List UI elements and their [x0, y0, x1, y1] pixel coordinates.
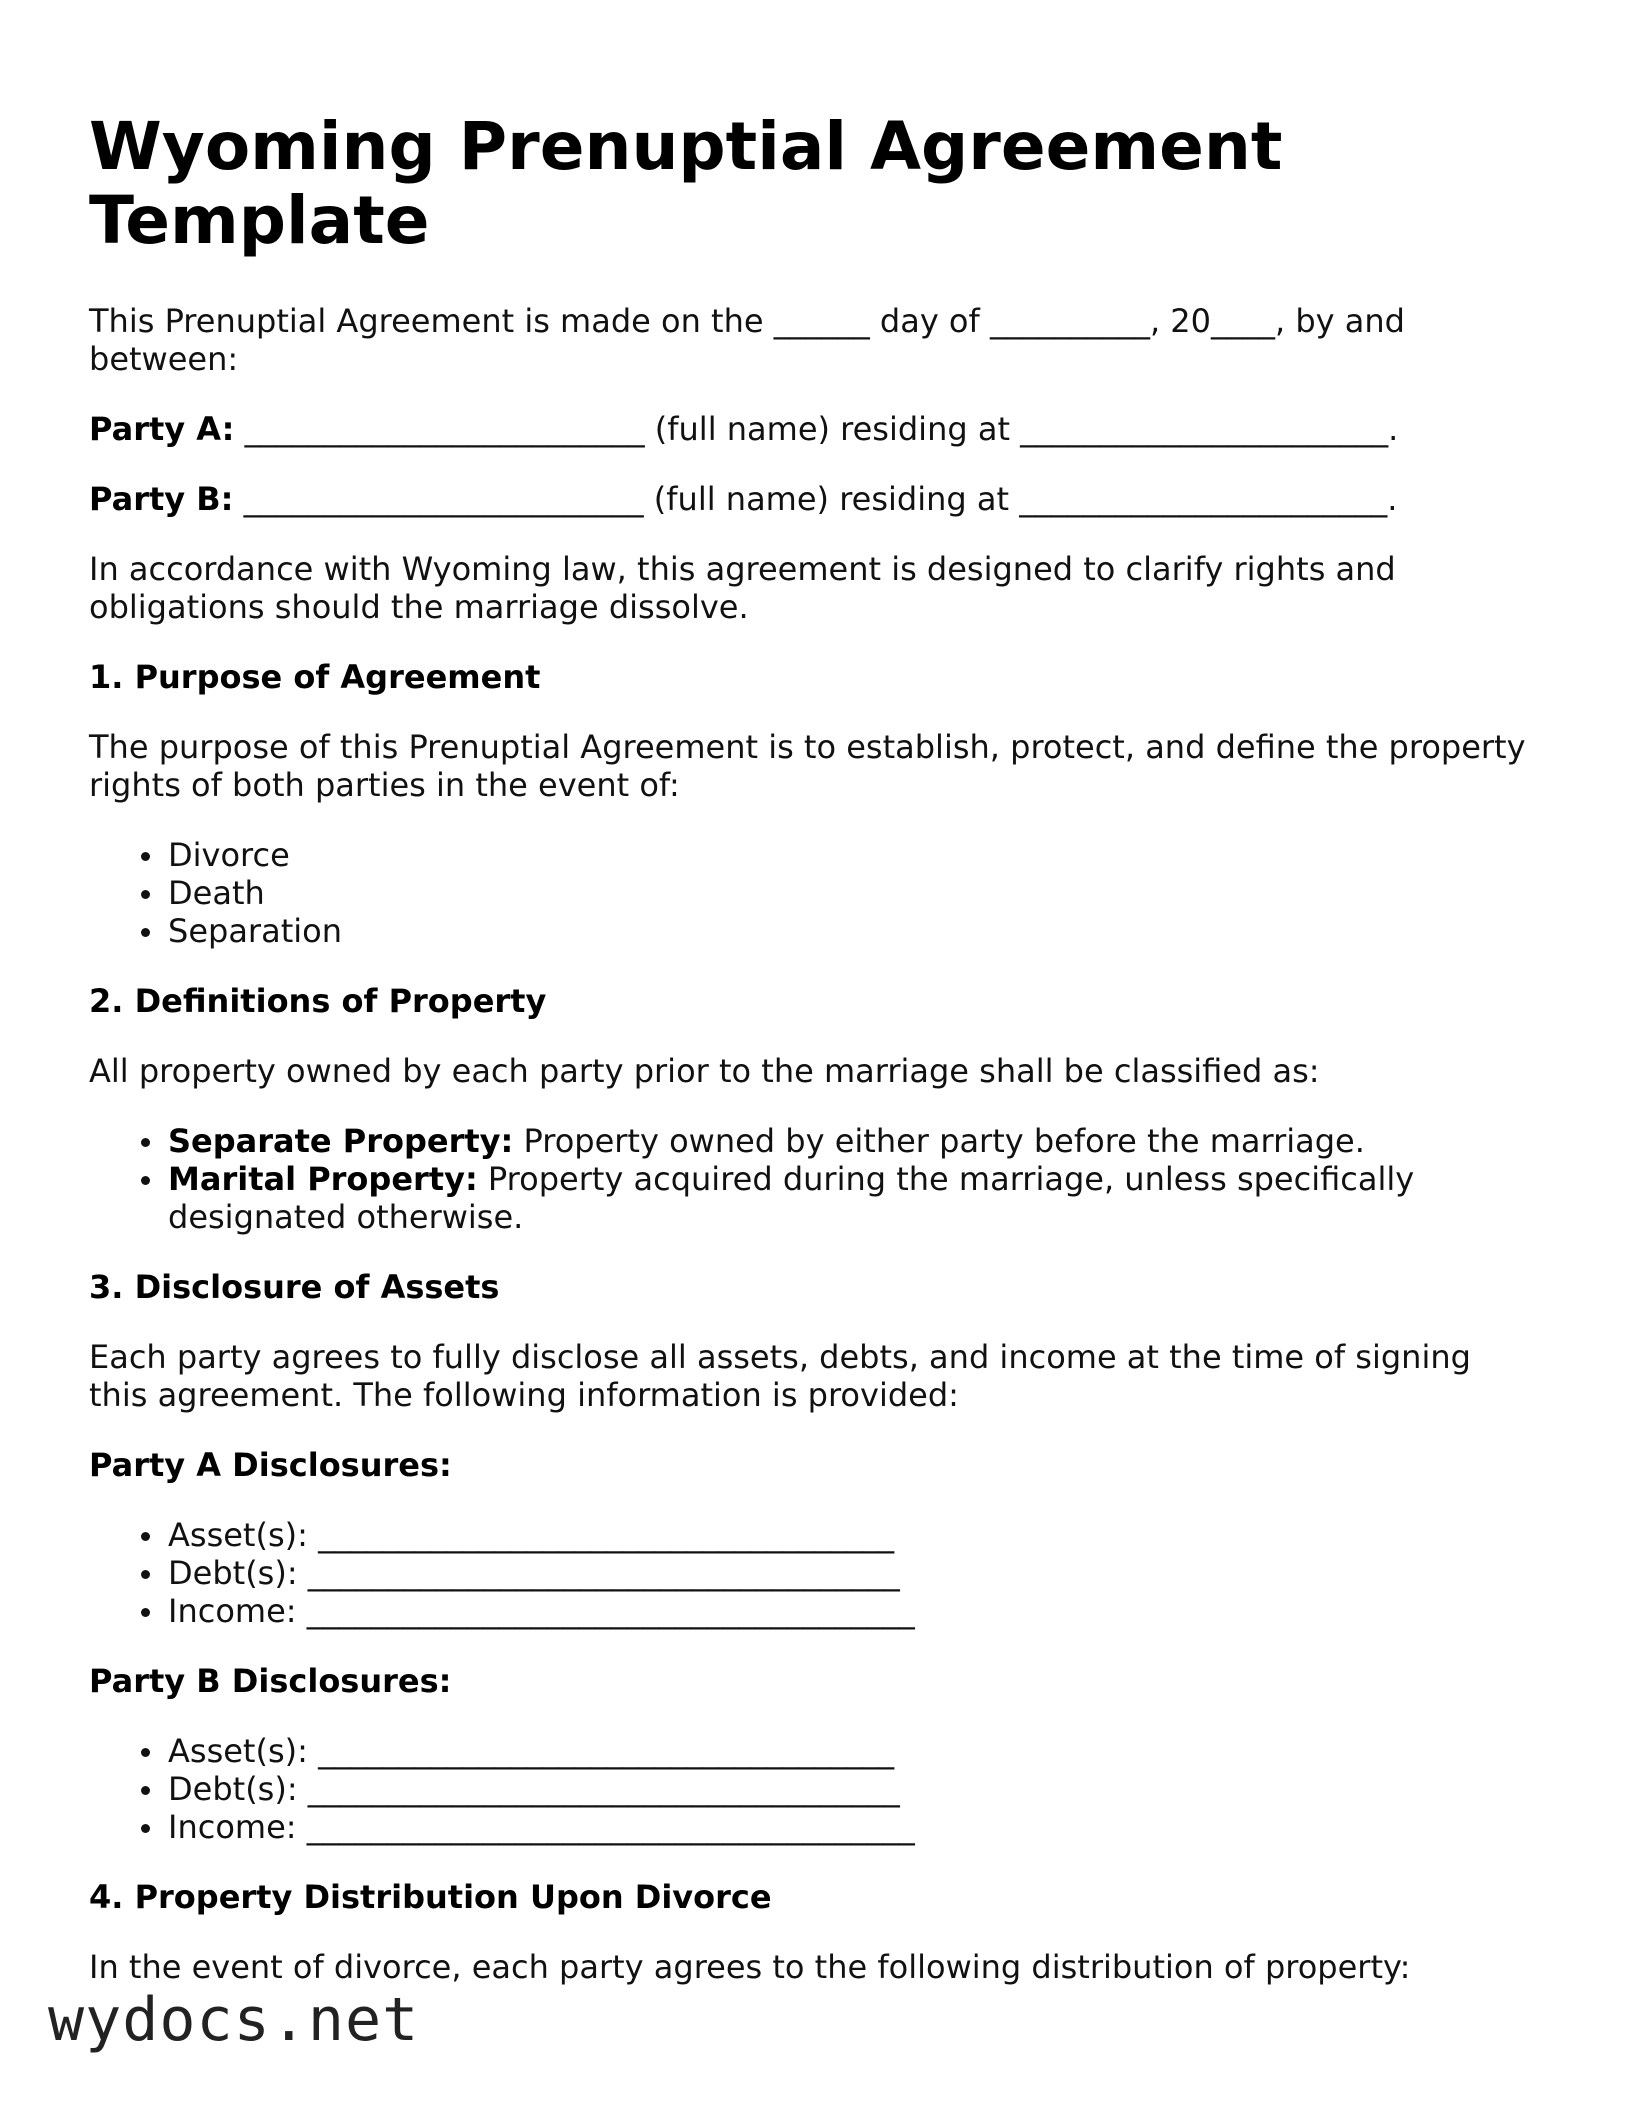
section-3-body: Each party agrees to fully disclose all assets, debts, and income at the time of signing this agreement. The following information is provided:	[89, 1338, 1471, 1414]
section-1-heading: 1. Purpose of Agreement	[89, 658, 541, 696]
document-page	[89, 110, 1539, 2018]
section-2-heading: 2. Definitions of Property	[89, 982, 547, 1020]
party-a-income: Income: ______________________________________	[168, 1592, 1539, 1630]
section-4-heading: 4. Property Distribution Upon Divorce	[89, 1878, 772, 1916]
party-b-line	[89, 480, 1539, 518]
party-a-text: _________________________ (full name) residing at _______________________.	[234, 410, 1399, 448]
list-item-divorce: Divorce	[168, 836, 1539, 874]
party-b-label: Party B:	[89, 480, 234, 518]
section-1-body: The purpose of this Prenuptial Agreement is to establish, protect, and define the property rights of both parties in the event of:	[89, 728, 1526, 804]
party-b-assets: Asset(s): ____________________________________	[168, 1732, 1539, 1770]
list-item-separate-property	[168, 1122, 1539, 1160]
party-a-disclosures-heading: Party A Disclosures:	[89, 1446, 452, 1484]
party-b-text: _________________________ (full name) residing at _______________________.	[233, 480, 1398, 518]
party-b-disclosures-list	[89, 1732, 1539, 1846]
list-item-separation: Separation	[168, 912, 1539, 950]
separate-property-term: Separate Property:	[168, 1122, 514, 1160]
party-b-debts: Debt(s): _____________________________________	[168, 1770, 1539, 1808]
party-a-assets: Asset(s): ____________________________________	[168, 1516, 1539, 1554]
section-1-list	[89, 836, 1539, 950]
section-2-body: All property owned by each party prior to the marriage shall be classified as:	[89, 1052, 1320, 1090]
list-item-death: Death	[168, 874, 1539, 912]
marital-property-term: Marital Property:	[168, 1160, 478, 1198]
accordance-paragraph: In accordance with Wyoming law, this agreement is designed to clarify rights and obligations should the marriage dissolve.	[89, 550, 1396, 626]
intro-paragraph: This Prenuptial Agreement is made on the ______ day of __________, 20____, by and between:	[89, 302, 1405, 378]
party-b-disclosures-heading: Party B Disclosures:	[89, 1662, 452, 1700]
document-title: Wyoming Prenuptial Agreement Template	[89, 108, 1283, 259]
party-b-income: Income: ______________________________________	[168, 1808, 1539, 1846]
separate-property-text: Property owned by either party before the marriage.	[513, 1122, 1365, 1160]
section-4-body: In the event of divorce, each party agrees to the following distribution of property:	[89, 1948, 1411, 1986]
party-a-line	[89, 410, 1539, 448]
watermark-logo: wydocs.net	[48, 1985, 420, 2055]
party-a-label: Party A:	[89, 410, 235, 448]
list-item-marital-property	[168, 1160, 1539, 1236]
section-2-list	[89, 1122, 1539, 1236]
party-a-debts: Debt(s): _____________________________________	[168, 1554, 1539, 1592]
section-3-heading: 3. Disclosure of Assets	[89, 1268, 500, 1306]
marital-property-text: Property acquired during the marriage, unless specifically designated otherwise.	[168, 1160, 1415, 1236]
party-a-disclosures-list	[89, 1516, 1539, 1630]
